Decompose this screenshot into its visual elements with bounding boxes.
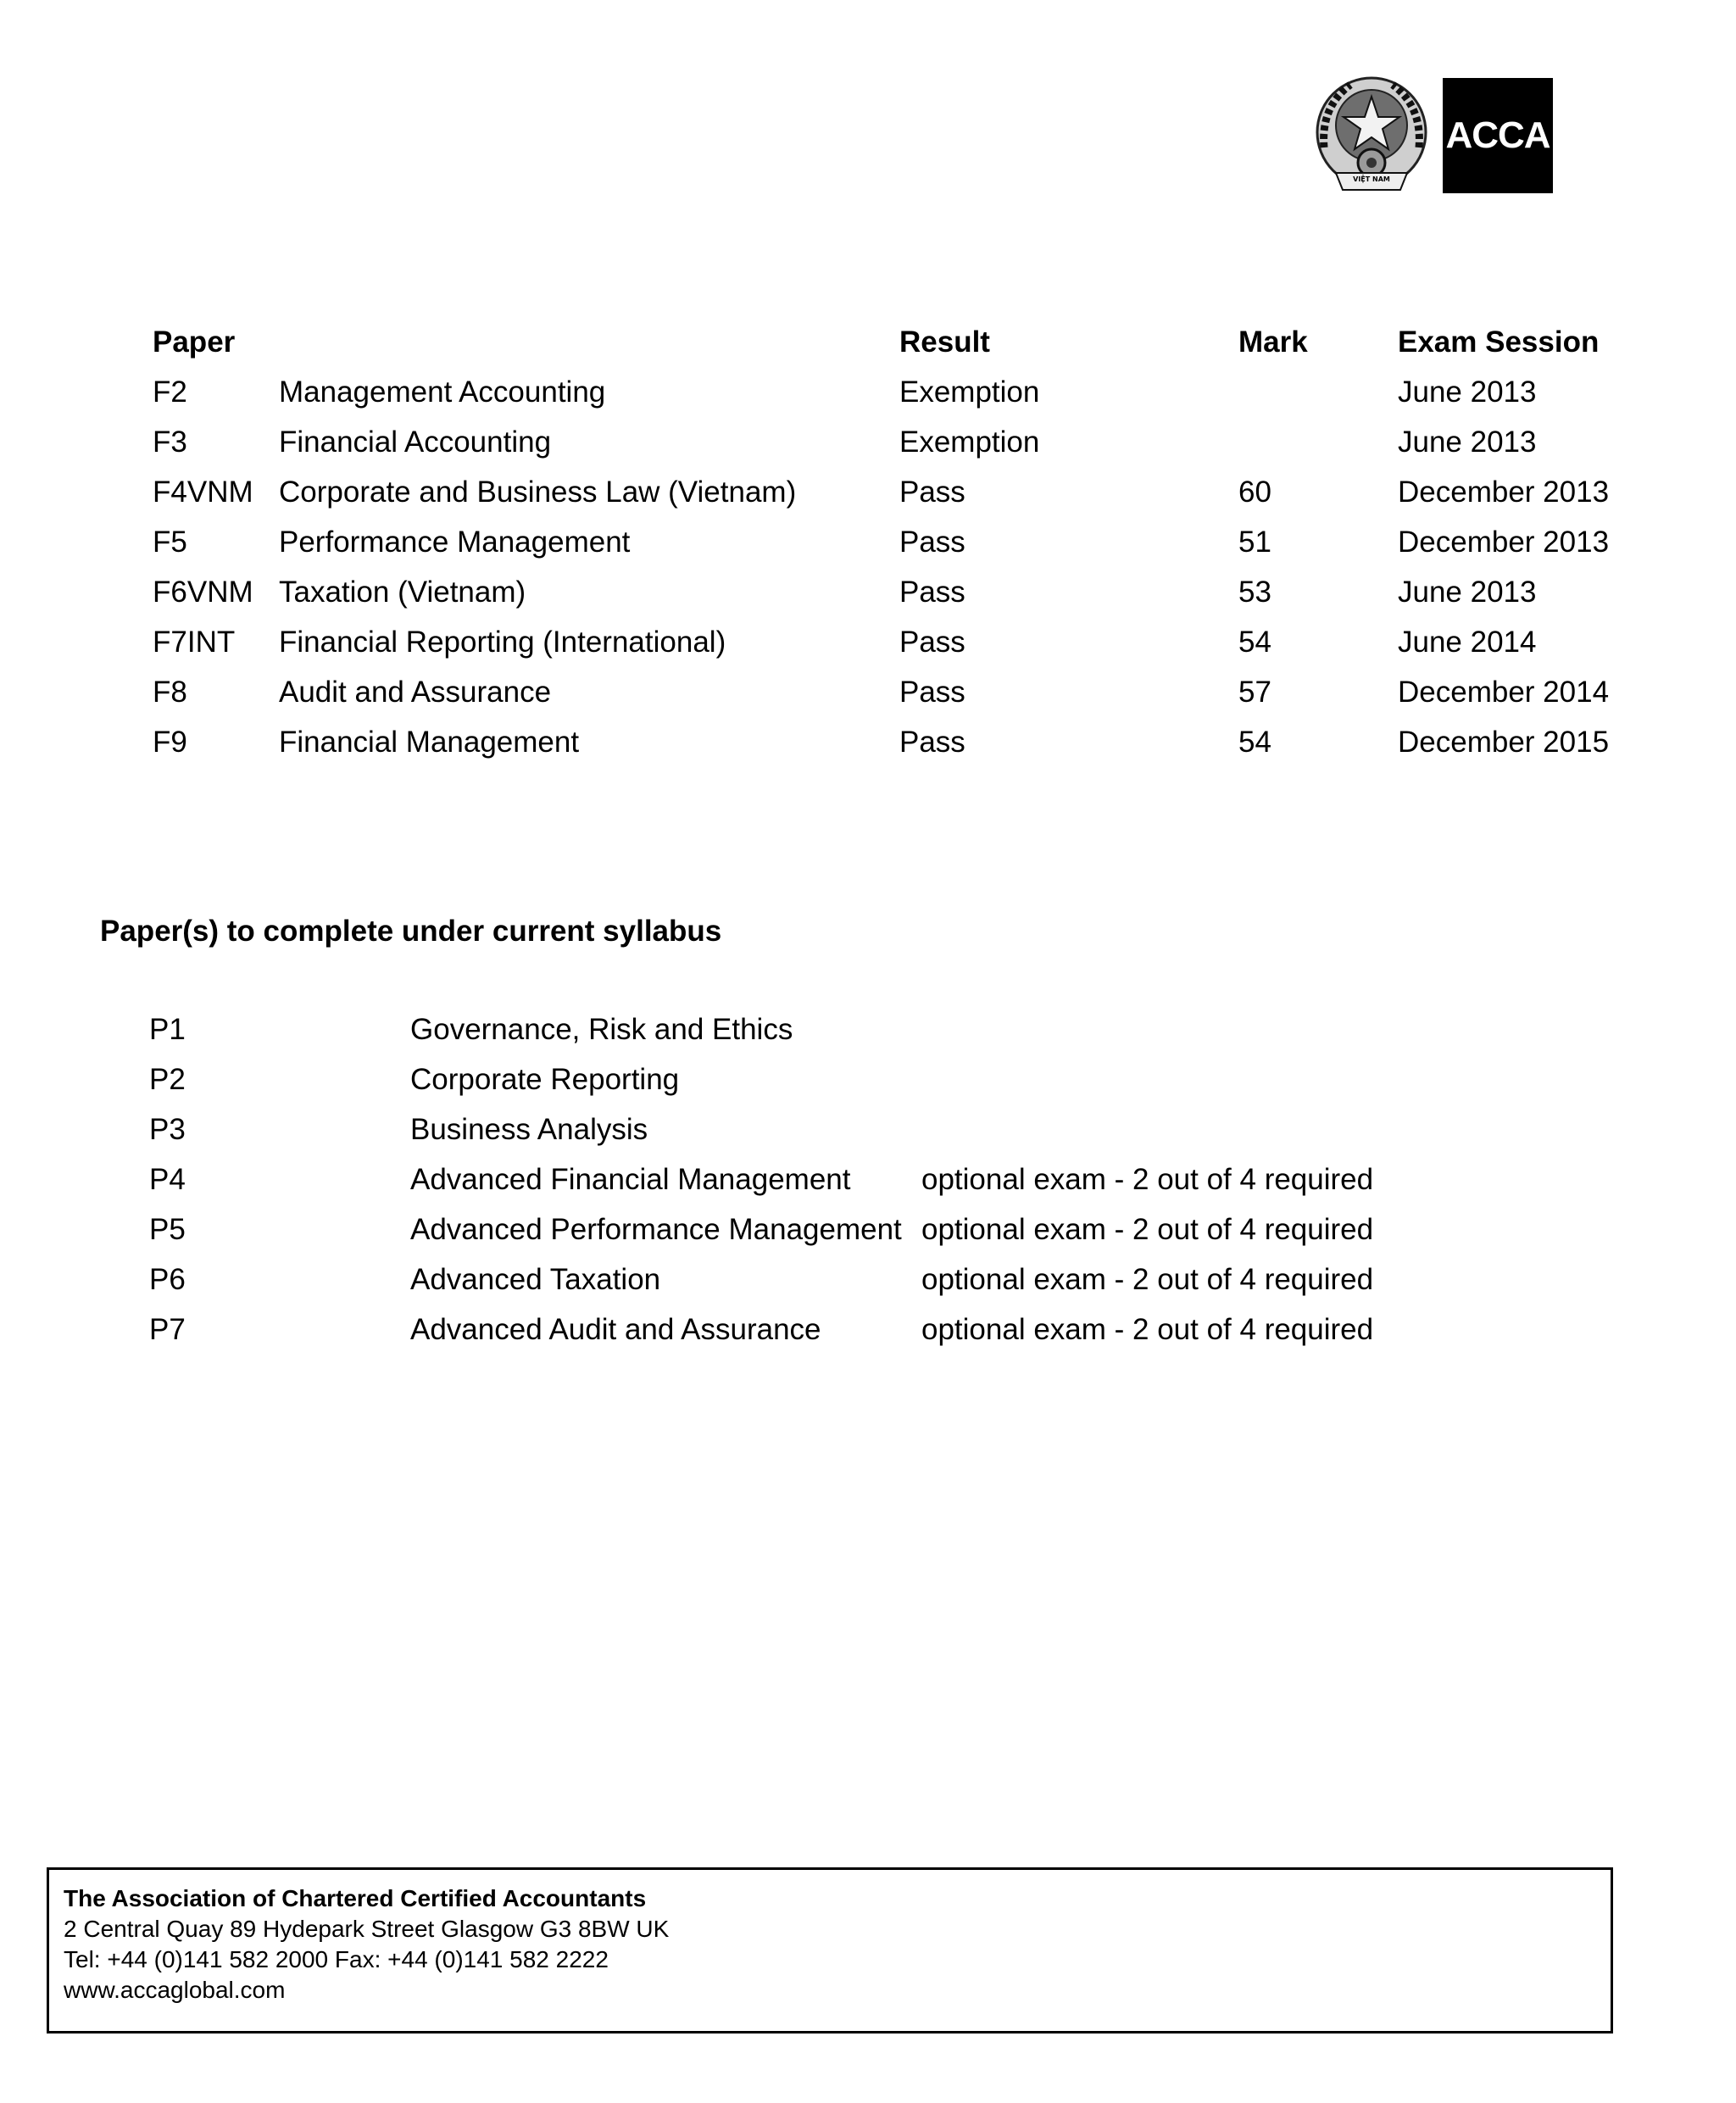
remaining-paper-note: optional exam - 2 out of 4 required [921,1213,1374,1246]
paper-session: June 2013 [1398,376,1537,409]
paper-code: F2 [153,376,187,409]
paper-result: Pass [899,676,965,709]
paper-result: Pass [899,526,965,559]
table-row [0,621,1736,664]
table-row [0,671,1736,714]
footer-address-box [47,1867,1613,2033]
paper-result: Exemption [899,376,1040,409]
paper-title: Financial Accounting [279,426,552,459]
remaining-paper-title: Advanced Taxation [410,1263,661,1296]
paper-code: F7INT [153,626,236,659]
paper-mark: 54 [1238,726,1271,759]
paper-code: F8 [153,676,187,709]
footer-address: 2 Central Quay 89 Hydepark Street Glasgow G3 8BW UK [64,1916,670,1942]
paper-title: Audit and Assurance [279,676,552,709]
table-row [0,521,1736,564]
header-paper: Paper [153,325,236,359]
paper-result: Pass [899,576,965,609]
list-item [0,1109,1736,1151]
paper-title: Financial Management [279,726,580,759]
remaining-paper-note: optional exam - 2 out of 4 required [921,1263,1374,1296]
remaining-paper-title: Corporate Reporting [410,1063,680,1096]
remaining-paper-code: P7 [149,1313,186,1346]
paper-session: December 2015 [1398,726,1610,759]
paper-title: Performance Management [279,526,631,559]
paper-mark: 54 [1238,626,1271,659]
paper-result: Pass [899,726,965,759]
remaining-paper-note: optional exam - 2 out of 4 required [921,1313,1374,1346]
paper-code: F3 [153,426,187,459]
paper-mark: 51 [1238,526,1271,559]
footer-website-link[interactable]: www.accaglobal.com [64,1977,286,2003]
paper-title: Management Accounting [279,376,606,409]
paper-session: December 2014 [1398,676,1610,709]
paper-title: Corporate and Business Law (Vietnam) [279,476,797,509]
header-exam-session: Exam Session [1398,325,1600,359]
paper-code: F6VNM [153,576,253,609]
paper-title: Taxation (Vietnam) [279,576,526,609]
list-item [0,1159,1736,1201]
paper-result: Pass [899,626,965,659]
list-item [0,1059,1736,1101]
paper-title: Financial Reporting (International) [279,626,726,659]
remaining-paper-code: P3 [149,1113,186,1146]
list-item [0,1009,1736,1051]
table-row [0,721,1736,764]
paper-session: December 2013 [1398,476,1610,509]
emblem-ribbon-text: VIỆT NAM [1353,175,1390,183]
remaining-paper-title: Governance, Risk and Ethics [410,1013,793,1046]
paper-mark: 53 [1238,576,1271,609]
paper-result: Exemption [899,426,1040,459]
paper-code: F4VNM [153,476,253,509]
remaining-paper-note: optional exam - 2 out of 4 required [921,1163,1374,1196]
header-mark: Mark [1238,325,1308,359]
paper-session: June 2013 [1398,576,1537,609]
paper-mark: 60 [1238,476,1271,509]
paper-mark: 57 [1238,676,1271,709]
table-row [0,571,1736,614]
footer-organization-name: The Association of Chartered Certified Accountants [64,1885,647,1911]
table-row [0,471,1736,514]
paper-session: June 2014 [1398,626,1537,659]
remaining-papers-heading: Paper(s) to complete under current syllabus [100,915,722,948]
list-item [0,1209,1736,1251]
remaining-paper-code: P2 [149,1063,186,1096]
remaining-paper-title: Advanced Performance Management [410,1213,902,1246]
paper-code: F5 [153,526,187,559]
list-item [0,1259,1736,1301]
paper-code: F9 [153,726,187,759]
header-result: Result [899,325,990,359]
paper-result: Pass [899,476,965,509]
remaining-paper-code: P5 [149,1213,186,1246]
vietnam-national-emblem-icon [1312,73,1431,198]
list-item [0,1309,1736,1351]
table-row [0,371,1736,414]
paper-session: December 2013 [1398,526,1610,559]
footer-phone-fax: Tel: +44 (0)141 582 2000 Fax: +44 (0)141 582 2222 [64,1946,609,1972]
remaining-paper-title: Advanced Audit and Assurance [410,1313,821,1346]
results-header-row [0,321,1736,364]
remaining-paper-title: Advanced Financial Management [410,1163,851,1196]
paper-session: June 2013 [1398,426,1537,459]
remaining-paper-title: Business Analysis [410,1113,648,1146]
remaining-paper-code: P1 [149,1013,186,1046]
remaining-paper-code: P4 [149,1163,186,1196]
table-row [0,421,1736,464]
acca-logo [1443,78,1553,193]
acca-logo-text: ACCA [1445,114,1550,156]
remaining-paper-code: P6 [149,1263,186,1296]
